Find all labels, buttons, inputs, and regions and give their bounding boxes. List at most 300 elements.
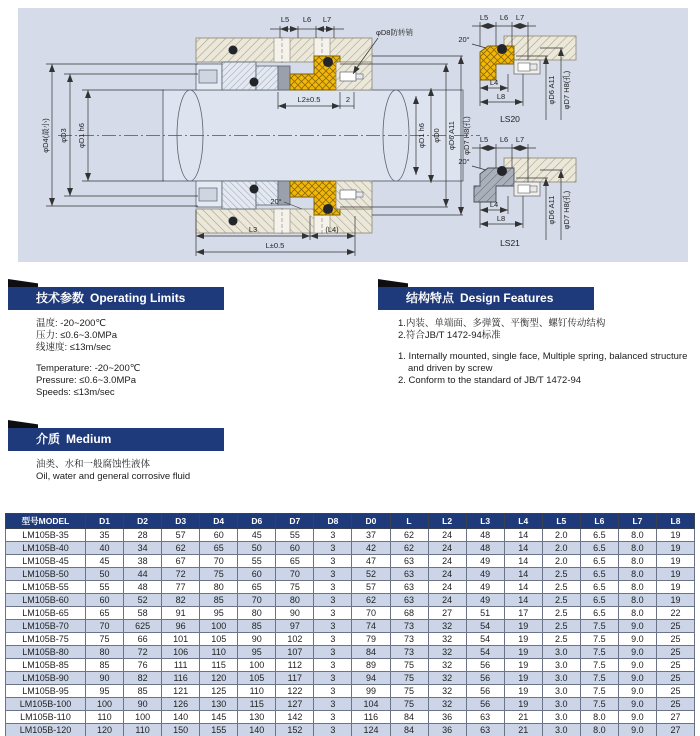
value-cell: 7.5	[580, 672, 618, 685]
value-cell: 85	[86, 659, 124, 672]
value-cell: 75	[390, 698, 428, 711]
value-cell: 32	[428, 685, 466, 698]
value-cell: 7.5	[580, 659, 618, 672]
value-cell: 8.0	[580, 711, 618, 724]
ls20-l7: L7	[515, 13, 525, 22]
value-cell: 76	[124, 659, 162, 672]
angle-leader-main	[284, 202, 302, 209]
value-cell: 8.0	[618, 607, 656, 620]
value-cell: 63	[466, 711, 504, 724]
value-cell: 19	[504, 672, 542, 685]
value-cell: 48	[466, 542, 504, 555]
value-cell: 25	[656, 620, 694, 633]
model-cell: LM105B-90	[6, 672, 86, 685]
limit-line: Temperature: -20~200℃	[36, 363, 141, 374]
value-cell: 50	[86, 568, 124, 581]
value-cell: 2.5	[542, 620, 580, 633]
section-title-zh: 结构特点	[406, 291, 455, 305]
limit-line: 压力: ≤0.6~3.0MPa	[36, 330, 117, 341]
value-cell: 3	[314, 555, 352, 568]
value-cell: 22	[656, 607, 694, 620]
table-row	[6, 620, 695, 633]
value-cell: 95	[200, 607, 238, 620]
value-cell: 60	[86, 594, 124, 607]
value-cell: 7.5	[580, 698, 618, 711]
table-row	[6, 607, 695, 620]
model-cell: LM105B-55	[6, 581, 86, 594]
dim-label-l2: L2±0.5	[297, 95, 321, 104]
value-cell: 74	[352, 620, 390, 633]
seat-o-ring	[323, 57, 333, 67]
dim-label-d3: φD3	[59, 128, 68, 143]
value-cell: 25	[656, 633, 694, 646]
dim-label-l5: L5	[280, 15, 290, 24]
fold-corner	[8, 279, 38, 287]
value-cell: 6.5	[580, 542, 618, 555]
value-cell: 9.0	[618, 698, 656, 711]
ls21-l7: L7	[515, 135, 525, 144]
fold-corner	[378, 279, 408, 287]
value-cell: 9.0	[618, 672, 656, 685]
dim-label-d1-right: φD1 h6	[417, 123, 426, 148]
value-cell: 80	[86, 646, 124, 659]
value-cell: 65	[86, 607, 124, 620]
technical-drawing	[18, 8, 688, 262]
value-cell: 38	[124, 555, 162, 568]
value-cell: 72	[162, 568, 200, 581]
value-cell: 14	[504, 594, 542, 607]
value-cell: 145	[200, 711, 238, 724]
value-cell: 3.0	[542, 698, 580, 711]
value-cell: 32	[428, 672, 466, 685]
value-cell: 60	[238, 568, 276, 581]
value-cell: 24	[428, 581, 466, 594]
value-cell: 94	[352, 672, 390, 685]
ls21-d7: φD7 H8(孔)	[562, 190, 571, 230]
value-cell: 19	[656, 568, 694, 581]
ls20-title: LS20	[500, 114, 520, 124]
model-cell: LM105B-40	[6, 542, 86, 555]
value-cell: 115	[238, 698, 276, 711]
table-row	[6, 685, 695, 698]
value-cell: 28	[124, 529, 162, 542]
ls20-l5: L5	[479, 13, 489, 22]
table-body	[6, 529, 695, 736]
table-header-row	[6, 514, 695, 529]
value-cell: 95	[86, 685, 124, 698]
value-cell: 9.0	[618, 724, 656, 736]
limit-line: 线速度: ≤13m/sec	[36, 342, 111, 353]
value-cell: 49	[466, 594, 504, 607]
fold-corner	[8, 420, 38, 428]
value-cell: 25	[656, 672, 694, 685]
medium-line: Oil, water and general corrosive fluid	[36, 471, 191, 482]
seal-assembly-upper	[196, 37, 372, 90]
section-header-design-features	[378, 287, 594, 310]
value-cell: 19	[656, 555, 694, 568]
value-cell: 75	[390, 659, 428, 672]
column-header: L4	[504, 514, 542, 529]
value-cell: 90	[276, 607, 314, 620]
value-cell: 48	[466, 529, 504, 542]
table-row	[6, 568, 695, 581]
value-cell: 14	[504, 568, 542, 581]
value-cell: 84	[352, 646, 390, 659]
value-cell: 34	[124, 542, 162, 555]
ls21-l4: L4	[489, 200, 499, 209]
value-cell: 85	[238, 620, 276, 633]
value-cell: 85	[200, 594, 238, 607]
ls21-l5: L5	[479, 135, 489, 144]
value-cell: 100	[238, 659, 276, 672]
value-cell: 68	[390, 607, 428, 620]
value-cell: 3	[314, 646, 352, 659]
value-cell: 37	[352, 529, 390, 542]
value-cell: 62	[162, 542, 200, 555]
value-cell: 51	[466, 607, 504, 620]
value-cell: 84	[390, 711, 428, 724]
value-cell: 63	[390, 555, 428, 568]
value-cell: 54	[466, 646, 504, 659]
column-header: D6	[238, 514, 276, 529]
spec-table	[5, 513, 695, 736]
value-cell: 14	[504, 581, 542, 594]
value-cell: 90	[238, 633, 276, 646]
table-row	[6, 672, 695, 685]
value-cell: 150	[162, 724, 200, 736]
value-cell: 97	[276, 620, 314, 633]
value-cell: 27	[656, 724, 694, 736]
value-cell: 126	[162, 698, 200, 711]
value-cell: 21	[504, 724, 542, 736]
value-cell: 19	[656, 594, 694, 607]
value-cell: 140	[238, 724, 276, 736]
value-cell: 7.5	[580, 620, 618, 633]
value-cell: 130	[238, 711, 276, 724]
o-ring	[250, 78, 259, 87]
spacer	[278, 66, 290, 90]
value-cell: 9.0	[618, 711, 656, 724]
model-cell: LM105B-95	[6, 685, 86, 698]
drawing-panel	[18, 8, 688, 262]
value-cell: 8.0	[618, 529, 656, 542]
value-cell: 2.5	[542, 633, 580, 646]
medium-line: 油类、水和一般腐蚀性液体	[36, 459, 151, 470]
value-cell: 79	[352, 633, 390, 646]
value-cell: 70	[352, 607, 390, 620]
value-cell: 57	[352, 581, 390, 594]
o-ring	[229, 46, 238, 55]
table-row	[6, 711, 695, 724]
ls21-angle: 20°	[458, 157, 470, 166]
value-cell: 105	[200, 633, 238, 646]
value-cell: 24	[428, 555, 466, 568]
value-cell: 8.0	[618, 542, 656, 555]
section-header-operating-limits	[8, 287, 224, 310]
value-cell: 625	[124, 620, 162, 633]
column-header: L2	[428, 514, 466, 529]
value-cell: 70	[276, 568, 314, 581]
value-cell: 7.5	[580, 685, 618, 698]
value-cell: 55	[238, 555, 276, 568]
value-cell: 36	[428, 711, 466, 724]
value-cell: 84	[390, 724, 428, 736]
value-cell: 9.0	[618, 620, 656, 633]
value-cell: 82	[162, 594, 200, 607]
model-cell: LM105B-120	[6, 724, 86, 736]
value-cell: 152	[276, 724, 314, 736]
spring-retainer	[222, 62, 256, 90]
value-cell: 75	[200, 568, 238, 581]
column-header: D7	[276, 514, 314, 529]
value-cell: 9.0	[618, 659, 656, 672]
value-cell: 7.5	[580, 646, 618, 659]
ls20-l4: L4	[489, 78, 499, 87]
value-cell: 106	[162, 646, 200, 659]
value-cell: 6.5	[580, 594, 618, 607]
model-cell: LM105B-50	[6, 568, 86, 581]
value-cell: 19	[504, 698, 542, 711]
value-cell: 19	[504, 620, 542, 633]
table-row	[6, 646, 695, 659]
section-title-zh: 介质	[36, 432, 61, 446]
value-cell: 2.0	[542, 542, 580, 555]
ls20-angle: 20°	[458, 35, 470, 44]
value-cell: 65	[276, 555, 314, 568]
pin-callout-label: φD8防转销	[376, 28, 413, 37]
value-cell: 24	[428, 542, 466, 555]
value-cell: 65	[200, 542, 238, 555]
value-cell: 91	[162, 607, 200, 620]
value-cell: 89	[352, 659, 390, 672]
value-cell: 96	[162, 620, 200, 633]
table-row	[6, 659, 695, 672]
value-cell: 70	[238, 594, 276, 607]
feature-line: 1.内装、单端面、多弹簧、平衡型、螺钉传动结构	[398, 318, 606, 329]
dim-label-d4: φD4(最小)	[41, 118, 50, 153]
value-cell: 54	[466, 633, 504, 646]
value-cell: 19	[504, 646, 542, 659]
value-cell: 2.5	[542, 568, 580, 581]
value-cell: 6.5	[580, 529, 618, 542]
value-cell: 6.5	[580, 568, 618, 581]
table-row	[6, 542, 695, 555]
value-cell: 8.0	[580, 724, 618, 736]
value-cell: 62	[352, 594, 390, 607]
value-cell: 32	[428, 620, 466, 633]
section-header-medium	[8, 428, 224, 451]
value-cell: 32	[428, 633, 466, 646]
value-cell: 110	[200, 646, 238, 659]
value-cell: 90	[124, 698, 162, 711]
value-cell: 7.5	[580, 633, 618, 646]
column-header: D3	[162, 514, 200, 529]
value-cell: 102	[276, 633, 314, 646]
value-cell: 45	[238, 529, 276, 542]
value-cell: 6.5	[580, 581, 618, 594]
column-header: L8	[656, 514, 694, 529]
value-cell: 48	[124, 581, 162, 594]
value-cell: 63	[390, 581, 428, 594]
model-cell: LM105B-60	[6, 594, 86, 607]
value-cell: 121	[162, 685, 200, 698]
dim-label-l4-paren: (L4)	[325, 225, 339, 234]
dim-top	[270, 26, 344, 38]
value-cell: 9.0	[618, 685, 656, 698]
rotating-face	[256, 66, 278, 90]
ls21-o-ring	[497, 166, 507, 176]
value-cell: 105	[238, 672, 276, 685]
value-cell: 66	[124, 633, 162, 646]
value-cell: 14	[504, 555, 542, 568]
value-cell: 3	[314, 620, 352, 633]
ls20-l8: L8	[496, 92, 506, 101]
design-features-text	[398, 318, 694, 387]
model-cell: LM105B-100	[6, 698, 86, 711]
value-cell: 75	[86, 633, 124, 646]
dim-label-l7: L7	[322, 15, 332, 24]
value-cell: 80	[276, 594, 314, 607]
value-cell: 60	[276, 542, 314, 555]
value-cell: 55	[86, 581, 124, 594]
value-cell: 24	[428, 594, 466, 607]
column-header: D1	[86, 514, 124, 529]
value-cell: 27	[656, 711, 694, 724]
ls20-d6: φD6 A11	[547, 75, 556, 105]
value-cell: 3	[314, 581, 352, 594]
value-cell: 14	[504, 529, 542, 542]
set-screw	[199, 70, 217, 83]
value-cell: 99	[352, 685, 390, 698]
value-cell: 32	[428, 646, 466, 659]
column-header: L6	[580, 514, 618, 529]
ls21-l8: L8	[496, 214, 506, 223]
value-cell: 3.0	[542, 672, 580, 685]
model-cell: LM105B-75	[6, 633, 86, 646]
dim-label-d7-main: φD7 H8(孔)	[462, 116, 471, 155]
ls20-o-ring	[497, 44, 507, 54]
value-cell: 49	[466, 568, 504, 581]
value-cell: 63	[466, 724, 504, 736]
ls20-seat	[480, 46, 514, 80]
value-cell: 55	[276, 529, 314, 542]
value-cell: 142	[276, 711, 314, 724]
detail-ls20	[458, 13, 576, 124]
table-row	[6, 581, 695, 594]
value-cell: 3.0	[542, 724, 580, 736]
value-cell: 45	[86, 555, 124, 568]
value-cell: 19	[504, 633, 542, 646]
model-cell: LM105B-85	[6, 659, 86, 672]
column-header: L7	[618, 514, 656, 529]
value-cell: 140	[162, 711, 200, 724]
value-cell: 56	[466, 685, 504, 698]
table-row	[6, 594, 695, 607]
table-row	[6, 555, 695, 568]
value-cell: 72	[124, 646, 162, 659]
value-cell: 116	[352, 711, 390, 724]
value-cell: 65	[238, 581, 276, 594]
value-cell: 58	[124, 607, 162, 620]
value-cell: 6.5	[580, 555, 618, 568]
value-cell: 3	[314, 672, 352, 685]
ls21-d6: φD6 A11	[547, 195, 556, 225]
table-row	[6, 698, 695, 711]
value-cell: 111	[162, 659, 200, 672]
model-cell: LM105B-70	[6, 620, 86, 633]
column-header: D8	[314, 514, 352, 529]
value-cell: 56	[466, 698, 504, 711]
value-cell: 75	[390, 672, 428, 685]
value-cell: 21	[504, 711, 542, 724]
column-header: D4	[200, 514, 238, 529]
value-cell: 9.0	[618, 646, 656, 659]
value-cell: 52	[124, 594, 162, 607]
dim-label-l3: L3	[248, 225, 258, 234]
value-cell: 49	[466, 555, 504, 568]
column-header: L	[390, 514, 428, 529]
value-cell: 25	[656, 646, 694, 659]
value-cell: 82	[124, 672, 162, 685]
section-title-zh: 技术参数	[36, 291, 85, 305]
model-cell: LM105B-45	[6, 555, 86, 568]
value-cell: 130	[200, 698, 238, 711]
value-cell: 25	[656, 698, 694, 711]
value-cell: 127	[276, 698, 314, 711]
value-cell: 115	[200, 659, 238, 672]
section-title-en: Operating Limits	[90, 291, 186, 305]
column-header: 型号MODEL	[6, 514, 86, 529]
ls21-l6: L6	[499, 135, 509, 144]
value-cell: 3.0	[542, 685, 580, 698]
value-cell: 3	[314, 711, 352, 724]
angle-label-main: 20°	[270, 197, 282, 206]
value-cell: 62	[390, 542, 428, 555]
model-cell: LM105B-35	[6, 529, 86, 542]
value-cell: 3	[314, 685, 352, 698]
dim-label-2: 2	[345, 95, 351, 104]
operating-limits-text	[36, 318, 326, 399]
limit-line: Pressure: ≤0.6~3.0MPa	[36, 375, 137, 386]
value-cell: 3	[314, 607, 352, 620]
value-cell: 3	[314, 529, 352, 542]
value-cell: 80	[238, 607, 276, 620]
value-cell: 63	[390, 568, 428, 581]
value-cell: 24	[428, 529, 466, 542]
value-cell: 9.0	[618, 633, 656, 646]
value-cell: 3.0	[542, 711, 580, 724]
value-cell: 2.0	[542, 529, 580, 542]
value-cell: 35	[86, 529, 124, 542]
value-cell: 32	[428, 698, 466, 711]
dim-label-l: L±0.5	[265, 241, 285, 250]
table-row	[6, 529, 695, 542]
value-cell: 3	[314, 698, 352, 711]
value-cell: 42	[352, 542, 390, 555]
value-cell: 8.0	[618, 555, 656, 568]
value-cell: 3	[314, 542, 352, 555]
dim-label-d6-main: φD6 A11	[447, 121, 456, 150]
value-cell: 120	[86, 724, 124, 736]
feature-line: 2. Conform to the standard of JB/T 1472-94	[398, 375, 582, 386]
value-cell: 112	[276, 659, 314, 672]
value-cell: 8.0	[618, 581, 656, 594]
value-cell: 19	[656, 581, 694, 594]
value-cell: 52	[352, 568, 390, 581]
section-title-en: Medium	[66, 432, 112, 446]
ls20-l6: L6	[499, 13, 509, 22]
value-cell: 54	[466, 620, 504, 633]
